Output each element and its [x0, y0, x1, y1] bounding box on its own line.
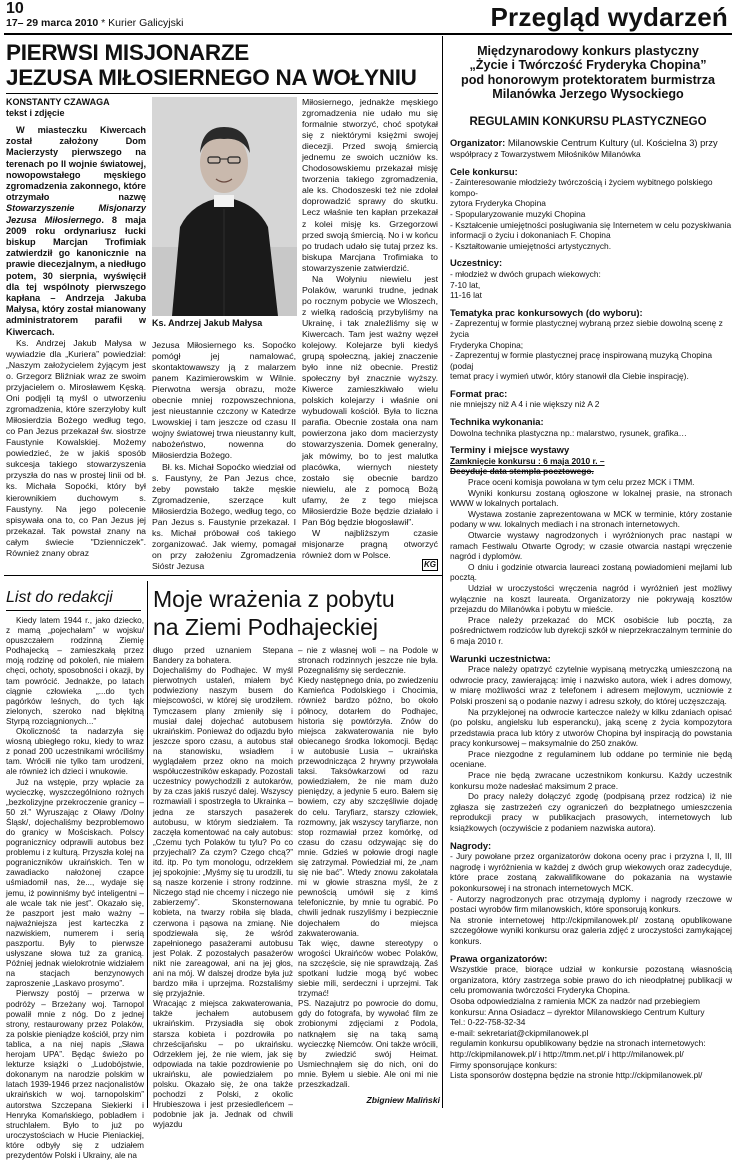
date-separator: *	[98, 17, 109, 29]
participant-line: - młodzież w dwóch grupach wiekowych:	[450, 268, 601, 279]
participants-heading: Uczestnicy:	[450, 257, 503, 269]
main-col3-paragraph-1: Miłosiernego, jednakże męskiego zgromadzenia nie udało mu się formalnie stworzyć, choć spotykał się z niektórymi księżmi swojej diecezji. Przed swoją śmiercią jednemu ze swoich uczniów ks. Chodosowskiemu przekazał misję tworzenia takiego zgromadzenia, ale ks. Chodoszeski też nie zdołał doprowadzić sprawy do skutku. Lecz właśnie ten kapłan przekazał z kolei misję ks. Grzegorzowi przed swoją śmiercią. No i w końcu po trudach udało się tutaj przez ks. biskupa Marcjana Trofimiaka to stowarzyszenie zatwierdzić.	[302, 97, 438, 273]
lead-text-a: W miasteczku Kiwercach został założony Dom Macierzysty pierwszego na terenach po II wojnie światowej, nowopowstałego męskiego zgromadzenia zakonnego, które otrzymało nazwę	[6, 125, 146, 203]
main-col-1	[6, 97, 146, 559]
technique-heading: Technika wykonania:	[450, 416, 544, 428]
title-rule	[6, 93, 438, 94]
header-rule	[4, 33, 732, 35]
conditions-paragraph: Prace należy opatrzyć czytelnie wypisaną metryczką umieszczoną na odwrocie pracy, zawierającą: imię i nazwisko autora, wiek i adres domowy, w miarę możliwości wraz z telefonem i adresem mejlowym, uczniowie z Polski proszeni są o podanie nazwy i adresu szkoły, do której uczęszczają.	[450, 664, 732, 706]
conditions-paragraph: Na przyklejonej na odwrocie karteczce należy w kilku zdaniach opisać (po polsku, angielsku lub esperancku), jaką scenę z życia kompozytora przedstawia praca lub który z utworów Chopina był inspiracją do powstania pracy konkursowej – maksymalnie do 250 znaków.	[450, 706, 732, 749]
terms-paragraph: Prace należy przekazać do MCK osobiście lub pocztą, za pośrednictwem rodziców lub dyrekcji szkół w nieprzekraczalnym terminie do 6 maja 2010 r.	[450, 614, 732, 646]
goal-line: - Kształtowanie umiejętności artystycznych.	[450, 240, 612, 251]
author-note: tekst i zdjęcie	[6, 108, 65, 118]
organizer-text: Milanowskie Centrum Kultury (ul. Kościelna 3) przy	[505, 138, 718, 148]
sponsors-list-note: Lista sponsorów dostępna będzie na stronie http://ckipmilanowek.pl/	[450, 1070, 703, 1081]
main-article-title	[6, 40, 436, 90]
conditions-heading: Warunki uczestnictwa:	[450, 652, 551, 664]
letter-column-heading: List do redakcji	[6, 589, 113, 606]
main-col2-paragraph-1: Jezusa Miłosiernego ks. Sopoćko pomógł jej namalować, skontaktowawszy ją z malarzem panem Kazimierowskim w Wilnie. Pierwotna wersja obrazu, może obecnie mniej rozpowszechniona, jest nieustannie czczony w Katedrze Lwowskiej i tam jeszcze od czasu II wojny światowej trwa nieustanny kult, nabożeństwo, nowenna do Miłosierdzia Bożego.	[152, 340, 296, 461]
topic-line: temat pracy i wymień utwór, który stanowił dla Ciebie inspirację).	[450, 371, 689, 382]
goal-line: - Zainteresowanie młodzieży twórczością i życiem wybitnego polskiego kompo-	[450, 177, 713, 198]
terms-paragraph: Wyniki konkursu zostaną ogłoszone w lokalnej prasie, na stronach WWW w lokalnych portalach.	[450, 487, 732, 509]
contest-title-line2: „Życie i Twórczość Fryderyka Chopina”	[469, 58, 707, 73]
topic-line: - Zaprezentuj w formie plastycznej wybraną przez siebie dowolną scenę z życia	[450, 318, 723, 339]
lead-text-italic: Stowarzyszenie Misjonarzy Jezusa Miłosiernego	[6, 203, 146, 225]
terms-paragraph: Wystawa zostanie zaprezentowana w MCK w terminie, który zostanie podany w ww. lokalnych mediach i na stronach internetowych.	[450, 508, 732, 530]
main-col-3	[302, 97, 438, 561]
travel-title-line1: Moje wrażenia z pobytu	[153, 586, 395, 612]
organizer-line	[450, 138, 732, 149]
main-col3-paragraph-3: W najbliższym czasie misjonarze pragną otworzyć również dom w Polsce.	[302, 527, 438, 560]
travel-col-1: długo przed uznaniem Stepana Bandery za bohatera. Dojechaliśmy do Podhajec. W myśl pierwotnych ustaleń, miałem być podwieziony naszym busem do miejscowości, w której się urodziłem. Tymczasem plany zmieniły się i musiał dalej dojechać autobusem ukraińskim. Ponieważ do odjazdu było jeszcze sporo czasu, a autobus stał na stanowisku, wsiadłem i wyglądałem przez okno na moich współuczestników eskapady. Pozostali uczestnicy powychodzili z autokarów, by za czas jakiś ruszyć dalej. Wszyscy rozmawiali i spostrzegła to Ukrainka – jedna ze starszych pasażerek autobusu, w którym siedziałem. Ta zaczęła komentować na cały autobus: „Czemu tych Polaków tu tylu? Po co przyjechali? Za czym? Czego chcą?” itd. itp. Po tym monologu, odrzekłem jej spokojnie: „Myśmy się tu urodzili, tu są nasze korzenie i strony rodzinne. Niczego stąd nie chcemy i niczego nie zabierzemy”. Skonsternowana kobieta, na twarzy robiła się blada, czerwona i pąsowa na zmianę. Nie spodziewała się, że wśród zapełnionego pasażerami autobusu jest Polak. Z pozostałych pasażerów nikt nie zareagował, ani na jej głos, ani na mój. W dalszej drodze była już bardzo miła i uprzejma. Rozstaliśmy się przyjaźnie. Wracając z miejsca zakwaterowania, także jechałem autobusem ukraińskim. Przysiadła się obok starsza kobieta i pozdrowiła po chrześcijańsku – po ukraińsku. Odrzekłem jej, że nie wiem, jak się odpowiada na takie pozdrowienie po ukraińsku, ale powiedziałem po polsku. Okazało się, że ona także pochodzi z Polski, z okolic Hrubieszowa i jest przesiedleńcem – podobnie jak ja. Jednak od chwili wyjazdu	[153, 646, 294, 1130]
awards-paragraph: Na stronie internetowej http://ckipmilanowek.pl/ zostaną opublikowane szczegółowe wyniki konkursu oraz galeria zdjęć z uroczystości zamykającej konkurs.	[450, 914, 732, 946]
terms-deadline: Zamknięcie konkursu : 6 maja 2010 r. –	[450, 455, 605, 466]
section-title: Przegląd wydarzeń	[490, 2, 728, 32]
terms-paragraph: Prace oceni komisja powołana w tym celu przez MCK i TMM.	[468, 477, 695, 488]
terms-heading: Terminy i miejsce wystawy	[450, 444, 570, 456]
contact-email: e-mail: sekretariat@ckipmilanowek.pl	[450, 1027, 589, 1038]
technique-text: Dowolna technika plastyczna np.: malarstwo, rysunek, grafika…	[450, 427, 687, 438]
travel-article-signature: Zbigniew Maliński	[366, 1095, 440, 1105]
goals-heading: Cele konkursu:	[450, 165, 518, 177]
letter-paragraph: Okoliczność ta nadarzyła się wiosną ubiegłego roku, kiedy to wraz z ponad 200 uczestnikami wróciliśmy tam. Wróciłi nie tylko tam urodzeni, ale również ich dzieci i wnukowie.	[6, 727, 144, 777]
travel-article-title	[153, 585, 443, 641]
contact-phone: Tel.: 0-22-758-32-34	[450, 1017, 526, 1028]
kg-end-mark: KG	[424, 560, 436, 569]
letter-paragraph: Kiedy latem 1944 r., jako dziecko, z mamą „pojechałam” w wojsku/ opuszczałem rodzinną Ziemię Podhajecką – zamieszkałą przez moją rodzinę od pokoleń, nie miałem chęci, ochoty, sposobności i okazji, by tam powrócić. Jednakże, po latach ciągnie człowieka „...do tych pagórków leśnych, do tych łąk zielonych, szeroko nad błękitną Styrpą rozciągnionych...”	[6, 616, 144, 726]
contest-rules	[450, 138, 732, 1081]
letter-column	[6, 616, 144, 1161]
main-col1-paragraph: Ks. Andrzej Jakub Małysa w wywiadzie dla „Kuriera” powiedział: „Naszym założycielem żyjącym jest o. Grzegorz Bliźniak wraz ze swoim przyjacielem o. Mirosławem Kęską. Oni podjęli tą myśl o utworzeniu zgromadzenia, które szerzyłoby kult Miłosierdzia Bożego według tego, co Pan Jezus przekazał św. siostrze Faustynie Kowalskiej. Możemy powiedzieć, że w jakiś sposób sukcesja takiego stowarzyszenia przyszła do nas w prostej linii od bł. ks. Michała Sopoćki, który był kierownikiem duchowym s. Faustyny. Na jego polecenie spisywała ona to, co Pan Jezus jej przekazał. Tak powstał znany na całym świecie "Dzienniczek". Również znany obraz	[6, 337, 146, 558]
organizer-rights-heading: Prawa organizatorów:	[450, 952, 548, 964]
travel-col-2: – nie z własnej woli – na Podole w stronach rodzinnych jeszcze nie była. Pozegnaliśmy się serdecznie. Kiedy następnego dnia, po zwiedzeniu Kamieńca Podolskiego i Chocimia, również bardzo późno, bo około północy, dotarłem do Podhajec, historia się powtórzyła. Znów do miejsca zakwaterowania nie było obiecanego środka lokomocji. Będąc w autobusie Lusia – ukraińska przewodnicząca 2 hrywny przywołała taksi. Taksówkarzowi od razu powiedziałem, że nie mam dużo pieniędzy, a jedynie 5 euro. Bałem się bowiem, czy aby szczęśliwie dojadę do celu. Taryfiarz, starszy człowiek, rozmowny, jak wszyscy taryfiarze, non stop rozmawiał przez komórkę, od czasu do czasu odzywając się do mnie. Gdzieś w połowie drogi nagle się zatrzymał. Powiedział mi, że „nam się nie bać”. Wtedy znowu zakołatała mi w głowie straszna myśl, że z pewnością umówił się z kimś telefonicznie, by mnie tu ograbić. Po chwili jednak ruszyliśmy i bezpiecznie dojechałem do miejsca zakwaterowania. Tak więc, dawne stereotypy o wrogości Ukraińców wobec Polaków, na szczęście, się nie sprawdzają. Żaś spotkani ludzie mogą być wobec siebie mili, serdeczni i uprzejmi. Tak trzymać! PS. Nazajutrz po powrocie do domu, gdy do fotografa, by wywołać film ze zrobionymi zdjęciami z Podola, natknąłem się na taką samą wycieczkę Niemców. Oni także wrócili, by zwiedzić swój Heimat. Usmiechnąłem się do nich, oni do mnie. Byłem u siebie. Ale oni mi nie przeszkadzali.	[298, 646, 438, 1090]
goal-line: informacji o życiu i dokonaniach F. Chopina	[450, 230, 611, 241]
conditions-paragraph: Prace nie będą zwracane uczestnikom konkursu. Każdy uczestnik konkursu może nadesłać maksimum 2 prace.	[450, 770, 732, 791]
main-col2-paragraph-2: Bł. ks. Michał Sopoćko wiedział od s. Faustyny, że Pan Jezus chce, żeby powstało także męskie Zgromadzenie, szerzące kult Miłosierdzia Bożego, według tego, co Pan Jezus s. Faustynie przekazał. I ks. Michał próbował coś takiego zorganizować. Jak wiemy, pomagał on przy założeniu Zgromadzenia Sióstr Jezusa	[152, 461, 296, 571]
contest-subtitle: REGULAMIN KONKURSU PLASTYCZNEGO	[469, 116, 707, 128]
contest-title-line1: Międzynarodowy konkurs plastyczny	[477, 44, 699, 58]
contest-title-line4: Milanówka Jerzego Wysockiego	[492, 86, 684, 101]
main-col-2	[152, 340, 296, 572]
photo-caption: Ks. Andrzej Jakub Małysa	[152, 318, 263, 328]
main-col3-paragraph-2: Na Wołyniu niewielu jest Polaków, warunki trudne, jednak po rocznym pobycie we Wloszech, z wielką radością przybyliśmy na Ukrainę, i tak znaleźliśmy się w Kiwercach. Tam jest ważny węzeł kolejowy. Kolejarze byli kiedyś grupą społeczną, jakiej znaczenie było inne niż obecnie. Prestiż społeczny był znacznie wyższy. Kiwerce zamieszkiwało wielu polskich kolejarzy i właśnie oni wybudowali kościół. Była to liczna parafia. Obecnie została ona nam powierzona jako dom macierzysty stowarzyszenia. Domek generalny, jak mówimy, bo to jest malutka placówka, wiernych niestety zostało się obecnie bardzo niewielu, ale z pomocą Bożą ufamy, że z tego miejsca Miłosierdzie Boże będzie działało i Pan Bóg będzie błogosławił”.	[302, 273, 438, 527]
awards-paragraph: - Autorzy nagrodzonych prac otrzymają dyplomy i nagrody rzeczowe w postaci wyrobów firm milanowskich, które sponsorują konkurs.	[450, 893, 732, 915]
rules-published-note: regulamin konkursu opublikowany będzie na stronach internetowych:	[450, 1038, 706, 1049]
goal-line: zytora Fryderyka Chopina	[450, 198, 546, 209]
date-text: 17– 29 marca 2010	[6, 17, 99, 29]
terms-paragraph: Otwarcie wystawy nagrodzonych i wyróżnionych prac nastąpi w ramach Festiwalu Otwarte Ogrody; w czasie otwarcia nastąpi wręczenie nagród i dyplomów.	[450, 530, 732, 562]
terms-paragraph: O dniu i godzinie otwarcia laureaci zostaną powiadomieni mejlami lub pocztą.	[450, 561, 732, 583]
organizer-label: Organizator:	[450, 138, 506, 148]
organizer-line2: współpracy z Towarzystwem Miłośników Milanówka	[450, 149, 641, 159]
priest-photo	[152, 97, 297, 316]
main-title-line2: JEZUSA MIŁOSIERNEGO NA WOŁYNIU	[6, 65, 417, 90]
terms-paragraph: Udział w uroczystości wręczenia nagród i wyróżnień jest możliwy wyłącznie na koszt laureata. Organizatorzy nie pokrywają kosztów przejazdu do Milanówka i pobytu w mieście.	[450, 582, 732, 615]
lead-paragraph	[6, 125, 146, 338]
page-number: 10	[6, 0, 24, 17]
conditions-paragraph: Do pracy należy dołączyć zgodę (podpisaną przez rodzica) iż nie zgłasza się zastrzeżeń czy ograniczeń do bezpłatnego umieszczenia reprodukcji pracy w publikacjach prasowych, internetowych lub książkowych (oczywiście z podaniem nazwiska autora).	[450, 791, 732, 834]
participant-line: 7-10 lat,	[450, 279, 481, 290]
issue-date	[6, 17, 183, 29]
topics-heading: Tematyka prac konkursowych (do wyboru):	[450, 306, 643, 318]
letter-paragraph: Pierwszy postój – przerwa w podróży – Brzeżany woj. Tarnopol powalił mnie z nóg. Do z jednej strony, restaurowany przez Polaków, za polskie pieniądze kościół, przy nim tablica, a na niej napis „Sława herojam UPA”. Będąc świeżo po lekturze książki o „Ludobójstwie, dokonanym na narodzie polskim w latach 1939-1946 przez nacjonalistów ukraińskich w woj. tarnopolskim” autorstwa Szczepana Siekierki i Henryka Komańskiego, pobladłem i struchlałem. Było to już po uroczystościach w Hucie Pieniackiej, które odbyły się z udziałem prezydentów Polski i Ukrainy, ale na	[6, 989, 144, 1160]
list-column-divider	[147, 581, 148, 1108]
priest-photo-drawing	[152, 97, 297, 316]
right-column-divider	[442, 36, 443, 1108]
publication-name: Kurier Galicyjski	[108, 17, 184, 29]
contest-title-line3: pod honorowym protektoratem burmistrza	[461, 72, 715, 87]
organizer-rights-paragraph: Wszystkie prace, biorące udział w konkursie pozostaną własnością organizatora, który zastrzega sobie prawo do ich nieodpłatnej publikacji w celu promowania twórczości Fryderyka Chopina.	[450, 964, 732, 996]
organizer-rights-paragraph: Osoba odpowiedzialna z ramienia MCK za nadzór nad przebiegiem konkursu: Anna Osiadacz – dyrektor Milanowskiego Centrum Kultury	[450, 995, 705, 1017]
author-name: KONSTANTY CZAWAGA	[6, 97, 110, 107]
awards-paragraph: - Jury powołane przez organizatorów dokona oceny prac i przyzna I, II, III nagrodę i wyróżnienia w każdej z dwóch grup wiekowych oraz zadecyduje, które prace zostaną zakwalifikowane do pokazania na wystawie pokonkursowej i na stronach internetowych MCK.	[450, 851, 732, 893]
goal-line: - Spopularyzowanie muzyki Chopina	[450, 208, 586, 219]
rules-websites: http://ckipmilanowek.pl/ i http://tmm.net.pl/ i http://milanowek.pl/	[450, 1048, 684, 1059]
topic-line: - Zaprezentuj w formie plastycznej pracę inspirowaną muzyką Chopina (podaj	[450, 350, 713, 371]
conditions-paragraph: Prace niezgodne z regulaminem lub oddane po terminie nie będą oceniane.	[450, 748, 732, 770]
main-title-line1: PIERWSI MISJONARZE	[6, 40, 249, 65]
goal-line: - Kształcenie umiejętności posługiwania się Internetem w celu pozyskiwania	[450, 219, 732, 230]
format-heading: Format prac:	[450, 387, 508, 399]
topic-line: Fryderyka Chopina;	[450, 339, 524, 350]
format-text: nie mniejszy niż A 4 i nie większy niż A 2	[450, 399, 600, 410]
terms-postmark: Decyduje data stempla pocztowego.	[450, 466, 594, 477]
lead-text-b: . 8 maja 2009 roku ordynariusz łucki biskup Marcjan Trofimiak zatwierdził go kanonicznie na prawie diecezjalnym, a niedługo potem, 30 sierpnia, wyświęcił dla tej wspólnoty pierwszego kapłana – Andrzeja Jakuba Małysa, który został mianowany administratorem parafii w Kiwercach.	[6, 214, 146, 337]
main-article-bottom-rule	[4, 575, 442, 576]
letter-paragraph: Już na wstępie, przy wpłacie za wycieczkę, wyszczególniono rożnych „bezkolizyjne przekroczenie granicy – 50 zł.” Wyruszając z Oławy /Dolny Śląsk/, dojechaliśmy bezproblemowo do granicy w Mościskach. Polscy pogranicznicy odprawili autobus bez problemu i z kulturą. Przyszła kolej na pograniczników ukraińskich. Ten w zawadiacko nałożonej czapce uśmiadomił nas, że..., wydaje się jemu, iż powinniśmy być inteligentni – ale wcale tak nie jest”. Okazało się, że paszport jest mało ważny – najważniejsza jest karteczka z nazwiskiem, numerem i serią paszportu. Były to pierwsze usłyszane słowa tuż za granicą. Później jednak wielokrotnie widziałem na stacjach benzynowych zaproszenie „Laskavo prosymo”.	[6, 777, 144, 989]
contest-title	[446, 44, 730, 101]
awards-heading: Nagrody:	[450, 839, 492, 851]
travel-title-line2: na Ziemi Podhajeckiej	[153, 614, 379, 640]
letter-heading-rule	[6, 610, 141, 611]
participant-line: 11-16 lat	[450, 290, 482, 301]
sponsors-label: Firmy sponsorujące konkurs:	[450, 1059, 558, 1070]
